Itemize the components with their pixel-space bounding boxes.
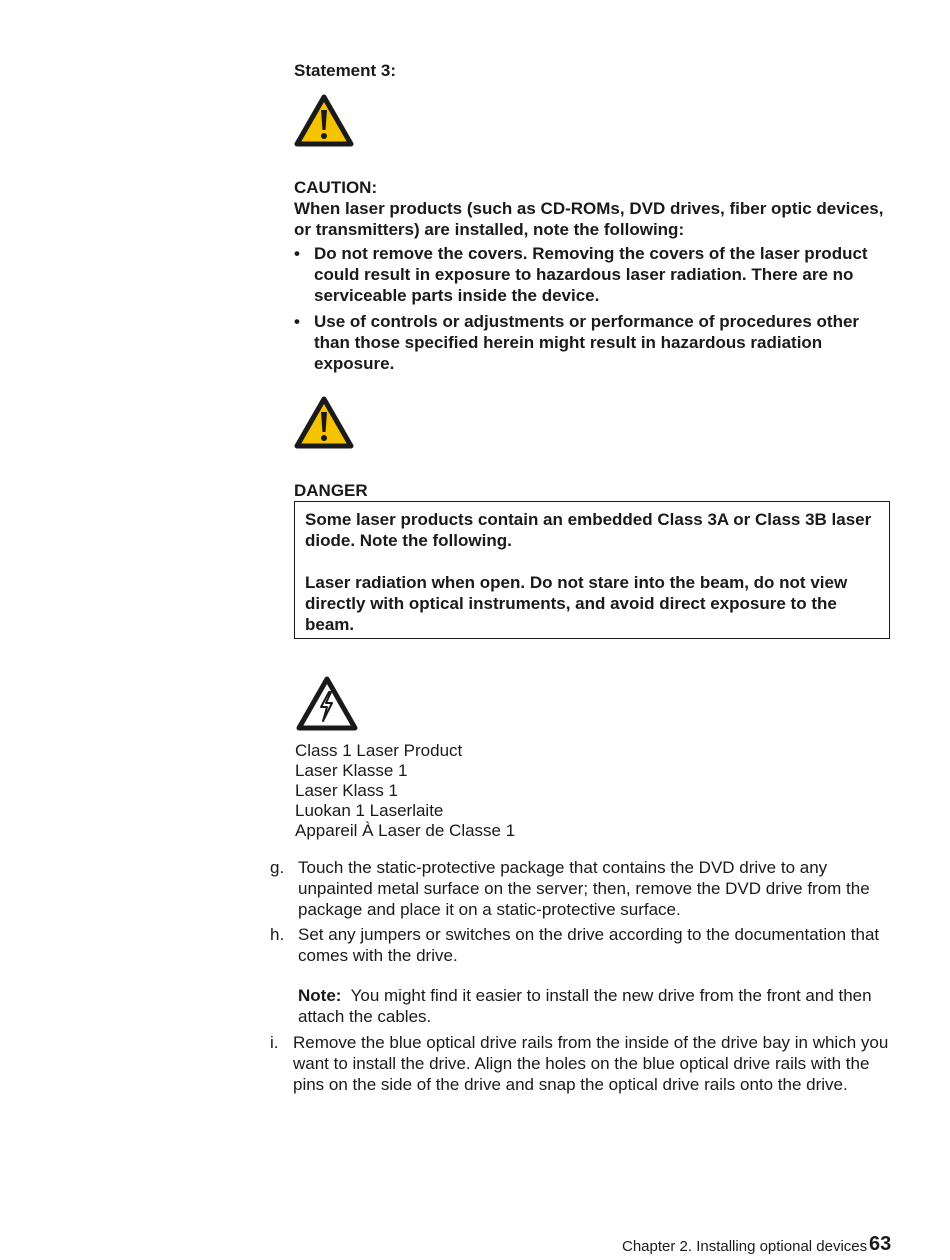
note-label: Note:	[298, 986, 342, 1005]
step-marker: g.	[270, 858, 285, 877]
danger-title: DANGER	[294, 481, 368, 500]
step-text: Remove the blue optical drive rails from the inside of the drive bay in which you want to install the drive. Align the holes on the blue optical drive rails with the pins on the side of the drive and snap the optical drive rails onto the drive.	[293, 1033, 889, 1094]
caution-title: CAUTION:	[294, 178, 378, 197]
note-text: You might find it easier to install the new drive from the front and then attach the cables.	[298, 986, 872, 1026]
step-marker: i.	[270, 1033, 279, 1052]
laser-label: Laser Klasse 1	[295, 761, 408, 780]
note	[298, 985, 888, 1027]
caution-bullet-list	[294, 243, 894, 379]
danger-box	[294, 501, 890, 639]
page-number: 63	[869, 1233, 892, 1255]
laser-label: Luokan 1 Laserlaite	[295, 801, 444, 820]
bullet-marker: •	[294, 312, 300, 331]
laser-class-labels	[295, 741, 515, 841]
warning-triangle-icon	[294, 396, 354, 455]
step-text: Set any jumpers or switches on the drive according to the documentation that comes with the drive.	[298, 925, 880, 965]
bullet-marker: •	[294, 244, 300, 263]
caution-intro: When laser products (such as CD-ROMs, DVD drives, fiber optic devices, or transmitters) are installed, note the following:	[294, 199, 884, 239]
list-item	[294, 311, 894, 374]
step-h	[270, 924, 895, 966]
step-text: Touch the static-protective package that contains the DVD drive to any unpainted metal surface on the server; then, remove the DVD drive from the package and place it on a static-protective surface.	[298, 858, 870, 919]
list-item	[294, 243, 894, 306]
bullet-text: Use of controls or adjustments or performance of procedures other than those specified herein might result in hazardous radiation exposure.	[314, 312, 860, 373]
statement-label: Statement 3:	[294, 61, 397, 80]
step-g	[270, 857, 895, 920]
laser-label: Appareil À Laser de Classe 1	[295, 821, 516, 840]
bullet-text: Do not remove the covers. Removing the covers of the laser product could result in exposure to hazardous laser radiation. There are no serviceable parts inside the device.	[314, 244, 868, 305]
footer-chapter: Chapter 2. Installing optional devices	[622, 1238, 868, 1255]
high-voltage-laser-icon	[296, 676, 358, 737]
warning-triangle-icon	[294, 94, 354, 153]
step-marker: h.	[270, 925, 285, 944]
danger-paragraph: Some laser products contain an embedded Class 3A or Class 3B laser diode. Note the following.	[305, 510, 872, 550]
step-i	[270, 1032, 895, 1095]
laser-label: Laser Klass 1	[295, 781, 398, 800]
danger-paragraph: Laser radiation when open. Do not stare into the beam, do not view directly with optical instruments, and avoid direct exposure to the beam.	[305, 573, 848, 634]
laser-label: Class 1 Laser Product	[295, 741, 463, 760]
